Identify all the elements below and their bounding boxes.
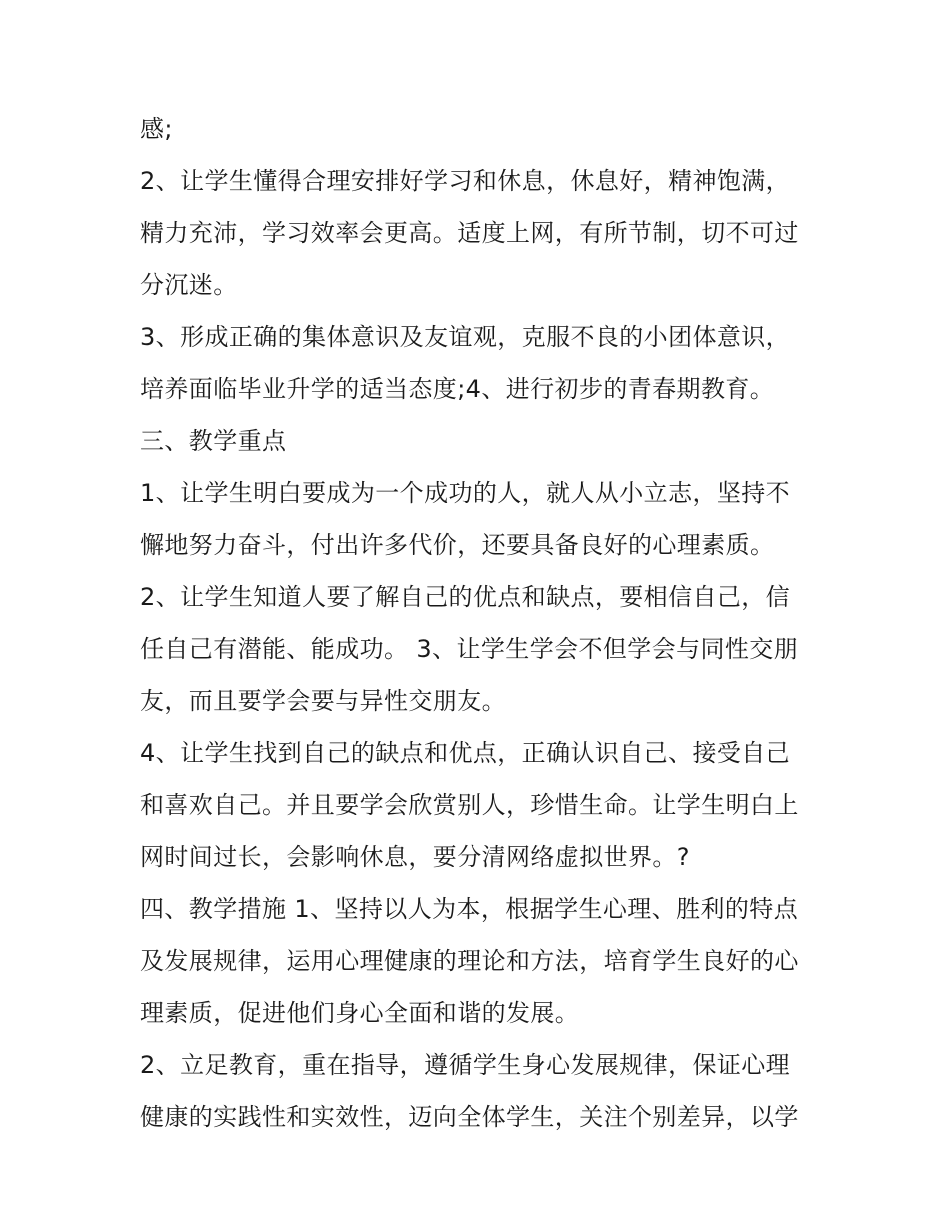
text-line: 友，而且要学会要与异性交朋友。: [140, 687, 506, 715]
text-line: 分沉迷。: [140, 271, 238, 299]
text-line: 理素质，促进他们身心全面和谐的发展。: [140, 999, 580, 1027]
text-line: 精力充沛，学习效率会更高。适度上网，有所节制，切不可过: [140, 219, 799, 247]
text-line: 4、让学生找到自己的缺点和优点，正确认识自己、接受自己: [140, 739, 791, 767]
text-line: 感;: [140, 115, 173, 143]
text-line: 任自己有潜能、能成功。 3、让学生学会不但学会与同性交朋: [140, 635, 799, 663]
text-line: 及发展规律，运用心理健康的理论和方法，培育学生良好的心: [140, 947, 799, 975]
text-line: 和喜欢自己。并且要学会欣赏别人，珍惜生命。让学生明白上: [140, 791, 799, 819]
text-line: 网时间过长，会影响休息，要分清网络虚拟世界。?: [140, 843, 690, 871]
text-line: 2、让学生懂得合理安排好学习和休息，休息好，精神饱满，: [140, 167, 791, 195]
text-line: 1、让学生明白要成为一个成功的人，就人从小立志，坚持不: [140, 479, 791, 507]
text-line: 3、形成正确的集体意识及友谊观，克服不良的小团体意识，: [140, 323, 791, 351]
document-body: [140, 110, 820, 1150]
text-line: 2、立足教育，重在指导，遵循学生身心发展规律，保证心理: [140, 1051, 791, 1079]
text-line: 懈地努力奋斗，付出许多代价，还要具备良好的心理素质。: [140, 531, 775, 559]
section-heading: 三、教学重点: [140, 427, 287, 455]
text-line: 四、教学措施 1、坚持以人为本，根据学生心理、胜利的特点: [140, 895, 799, 923]
text-line: 健康的实践性和实效性，迈向全体学生，关注个别差异，以学: [140, 1103, 799, 1131]
text-line: 2、让学生知道人要了解自己的优点和缺点，要相信自己，信: [140, 583, 791, 611]
text-line: 培养面临毕业升学的适当态度;4、进行初步的青春期教育。: [140, 375, 775, 403]
